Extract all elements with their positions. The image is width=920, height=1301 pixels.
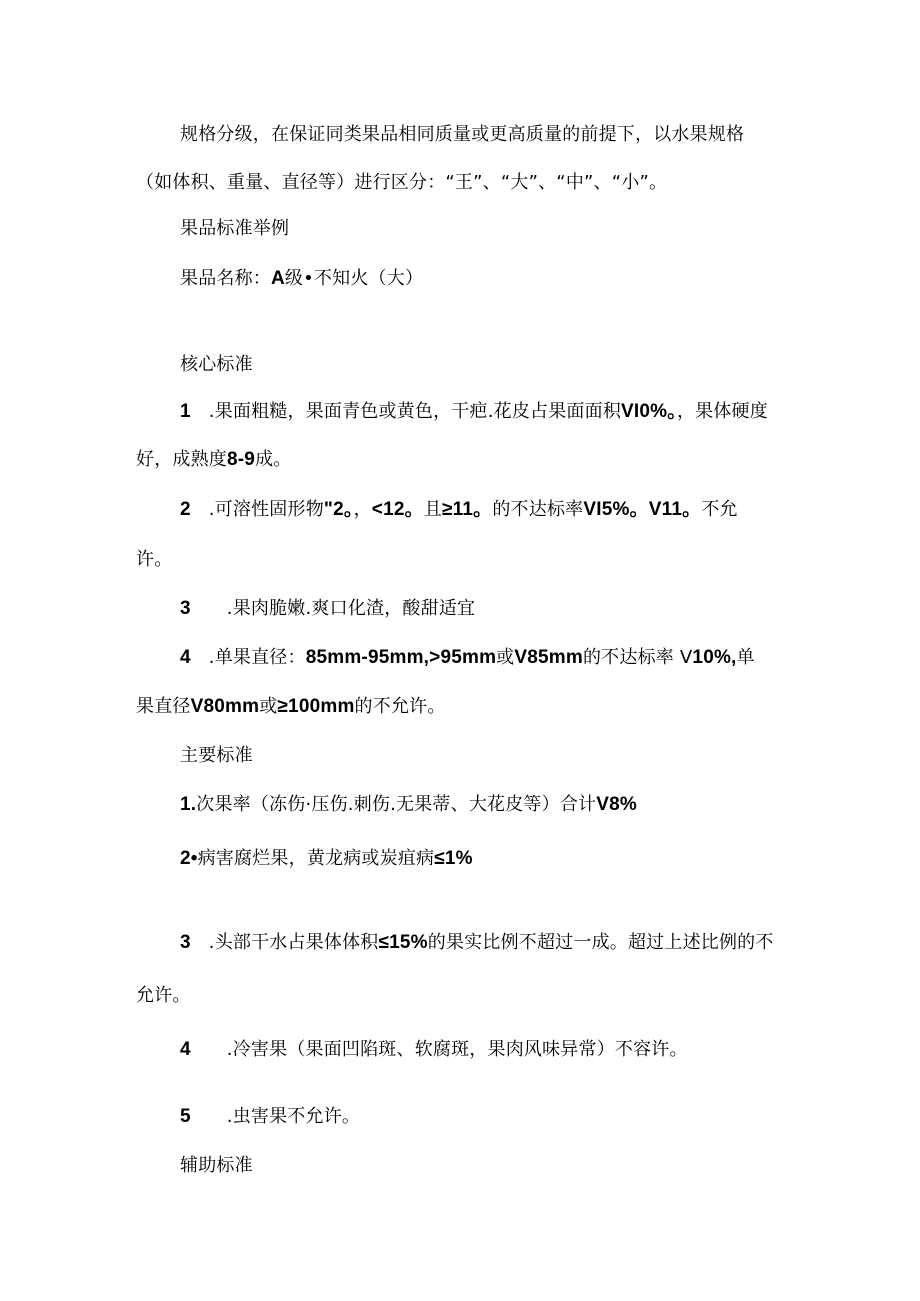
main-item-3-line-2: 允许。: [136, 985, 191, 1006]
core-item-4-upper: ≥100mm: [277, 696, 355, 717]
core-item-2-value-a: "2。: [323, 499, 354, 520]
core-item-2-text: .可溶性固形物: [208, 499, 324, 520]
intro-paragraph-line-2: （如体积、重量、直径等）进行区分：“王”、“大”、“中”、“小”。: [136, 172, 668, 193]
fruit-grade: A: [271, 268, 285, 289]
core-item-4-tail: 单: [736, 647, 755, 668]
core-item-4-line-1: [180, 645, 755, 671]
fruit-name-line: [180, 266, 423, 292]
main-item-2-number: 2•: [180, 848, 198, 869]
core-item-4-or-2: 或: [259, 696, 278, 717]
main-item-1: [180, 792, 637, 818]
core-item-2-line-2: 许。: [136, 549, 173, 570]
core-item-4-min: V85mm: [514, 647, 583, 668]
core-item-4-lower: V80mm: [190, 696, 260, 717]
core-item-1-number: 1: [180, 401, 191, 422]
core-item-1-cont: 好，成熟度: [136, 449, 227, 470]
example-heading: 果品标准举例: [180, 218, 290, 239]
core-item-4-range: 85mm-95mm,>95mm: [305, 647, 497, 668]
core-item-2-rate-label: 的不达标率: [492, 499, 584, 520]
core-item-3-number: 3: [180, 598, 191, 619]
core-item-2-line-1: [180, 497, 738, 523]
main-item-3-value: ≤15%: [378, 932, 428, 953]
main-item-1-text: 次果率（冻伤·压伤.刺伤.无果蒂、大花皮等）合计: [196, 794, 597, 815]
main-item-2-text: 病害腐烂果，黄龙病或炭疽病: [197, 848, 435, 869]
core-item-2-and: 且: [423, 499, 443, 520]
core-item-4-cont: 果直径: [136, 696, 191, 717]
main-item-1-value: V8%: [596, 794, 637, 815]
core-item-2-sep: ，: [353, 499, 372, 520]
main-item-3-text: .头部干水占果体体积: [208, 932, 379, 953]
main-item-2: [180, 846, 473, 872]
main-item-3-line-1: [180, 930, 774, 956]
main-item-3-tail: 的果实比例不超过一成。超过上述比例的不: [427, 932, 774, 953]
core-item-1-line-2: [136, 447, 291, 473]
core-item-3: [180, 596, 475, 622]
core-item-2-tail: 不允: [701, 499, 738, 520]
main-item-4-text: .冷害果（果面凹陷斑、软腐斑，果肉风味异常）不容许。: [226, 1039, 688, 1060]
core-item-1-end: 成。: [255, 449, 292, 470]
main-item-4: [180, 1037, 688, 1063]
core-item-2-number: 2: [180, 499, 191, 520]
intro-paragraph-line-1: 规格分级，在保证同类果品相同质量或更高质量的前提下，以水果规格: [180, 124, 745, 145]
fruit-name-label: 果品名称：: [180, 268, 271, 289]
core-item-4-number: 4: [180, 647, 191, 668]
core-item-3-text: .果肉脆嫩.爽口化渣，酸甜适宜: [226, 598, 476, 619]
main-item-2-value: ≤1%: [434, 848, 473, 869]
main-item-3-number: 3: [180, 932, 191, 953]
main-item-5: [180, 1104, 360, 1130]
core-item-4-line-2: [136, 694, 446, 720]
core-item-4-text: .单果直径：: [208, 647, 306, 668]
core-item-4-rate-label: 的不达标率 V: [582, 647, 693, 668]
core-standards-heading: 核心标准: [180, 354, 253, 375]
core-item-1-ripeness: 8-9: [227, 449, 256, 470]
main-item-5-number: 5: [180, 1106, 191, 1127]
core-item-1-text: .果面粗糙，果面青色或黄色，干疤.花皮占果面面积: [208, 401, 622, 422]
core-item-2-value-d: VI5%。V11。: [583, 499, 702, 520]
core-item-2-value-b: <12。: [371, 499, 424, 520]
core-item-1-line-1: [180, 399, 768, 425]
core-item-2-value-c: ≥11。: [442, 499, 493, 520]
main-item-5-text: .虫害果不允许。: [226, 1106, 361, 1127]
core-item-4-rate: 10%,: [692, 647, 737, 668]
main-item-4-number: 4: [180, 1039, 191, 1060]
core-item-1-value: VI0%。: [621, 401, 677, 422]
fruit-name-value: 级•不知火（大）: [284, 268, 424, 289]
main-standards-heading: 主要标准: [180, 745, 253, 766]
main-item-1-number: 1.: [180, 794, 197, 815]
auxiliary-standards-heading: 辅助标准: [180, 1155, 253, 1176]
core-item-1-tail: ，果体硬度: [676, 401, 768, 422]
core-item-4-or: 或: [496, 647, 515, 668]
core-item-4-end: 的不允许。: [354, 696, 446, 717]
